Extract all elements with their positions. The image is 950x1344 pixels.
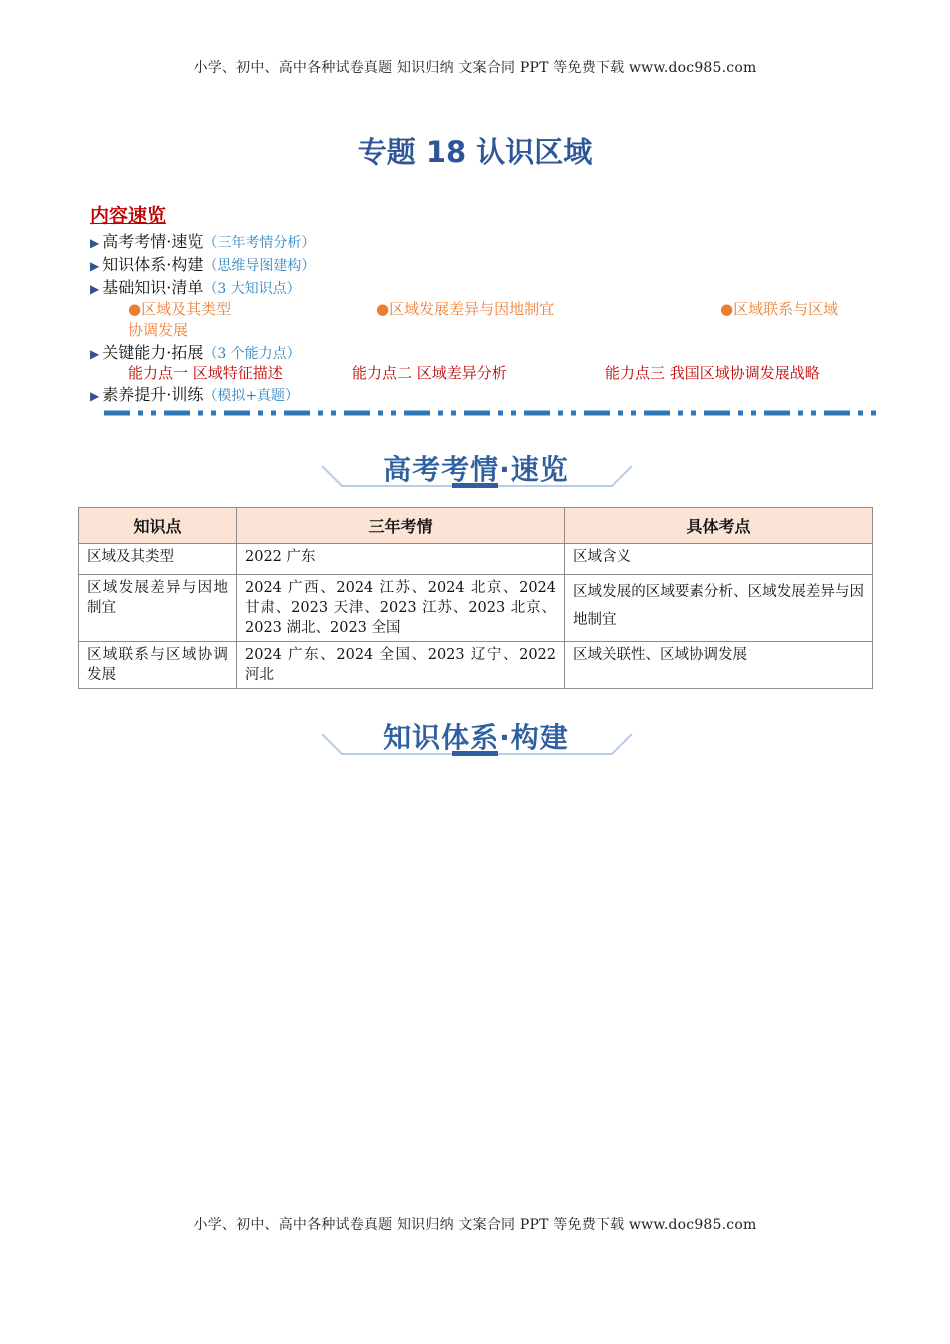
exam-analysis-table <box>78 507 873 689</box>
overview-item: ▶ 高考考情·速览（三年考情分析） <box>90 232 316 251</box>
table-cell: 2022 广东 <box>237 544 565 575</box>
ability-point: 能力点三 我国区域协调发展战略 <box>605 364 820 382</box>
page-title: 专题 18 认识区域 <box>357 135 593 169</box>
table-header-row <box>79 508 873 544</box>
dash-divider <box>104 408 884 418</box>
table-cell: 区域联系与区域协调发展 <box>79 642 237 689</box>
triangle-bullet-icon: ▶ <box>90 389 100 403</box>
overview-item: ▶ 关键能力·拓展（3 个能力点） <box>90 343 301 362</box>
ability-point: 能力点一 区域特征描述 <box>128 364 283 382</box>
column-header: 三年考情 <box>237 508 565 544</box>
table-cell: 2024 广东、2024 全国、2023 辽宁、2022 河北 <box>237 642 565 689</box>
triangle-bullet-icon: ▶ <box>90 236 100 250</box>
triangle-bullet-icon: ▶ <box>90 347 100 361</box>
overview-item: ▶ 素养提升·训练（模拟+真题） <box>90 385 300 404</box>
banner-title: 高考考情·速览 <box>383 453 569 486</box>
overview-heading: 内容速览 <box>90 205 167 227</box>
page-footer: 小学、初中、高中各种试卷真题 知识归纳 文案合同 PPT 等免费下载 www.doc985.com <box>193 1217 757 1233</box>
knowledge-point: 协调发展 <box>128 321 189 339</box>
triangle-bullet-icon: ▶ <box>90 259 100 273</box>
knowledge-point: ●区域发展差异与因地制宜 <box>376 300 555 318</box>
overview-item: ▶ 知识体系·构建（思维导图建构） <box>90 255 316 274</box>
table-row <box>79 642 873 689</box>
table-cell: 2024 广西、2024 江苏、2024 北京、2024 甘肃、2023 天津、2023 江苏、2023 北京、2023 湖北、2023 全国 <box>237 575 565 642</box>
knowledge-point: ●区域联系与区域 <box>720 300 839 318</box>
table-cell: 区域含义 <box>565 544 873 575</box>
table-row <box>79 575 873 642</box>
section-banner <box>96 436 856 506</box>
table-row <box>79 544 873 575</box>
column-header: 知识点 <box>79 508 237 544</box>
column-header: 具体考点 <box>565 508 873 544</box>
triangle-bullet-icon: ▶ <box>90 282 100 296</box>
table-cell: 区域关联性、区域协调发展 <box>565 642 873 689</box>
table-cell: 区域发展的区域要素分析、区域发展差异与因地制宜 <box>565 575 873 642</box>
table-cell: 区域发展差异与因地制宜 <box>79 575 237 642</box>
table-cell: 区域及其类型 <box>79 544 237 575</box>
knowledge-point: ●区域及其类型 <box>128 300 232 318</box>
section-banner <box>96 704 856 774</box>
ability-point: 能力点二 区域差异分析 <box>352 364 507 382</box>
page-header: 小学、初中、高中各种试卷真题 知识归纳 文案合同 PPT 等免费下载 www.doc985.com <box>193 60 757 76</box>
overview-item: ▶ 基础知识·清单（3 大知识点） <box>90 278 301 297</box>
banner-title: 知识体系·构建 <box>383 721 569 754</box>
